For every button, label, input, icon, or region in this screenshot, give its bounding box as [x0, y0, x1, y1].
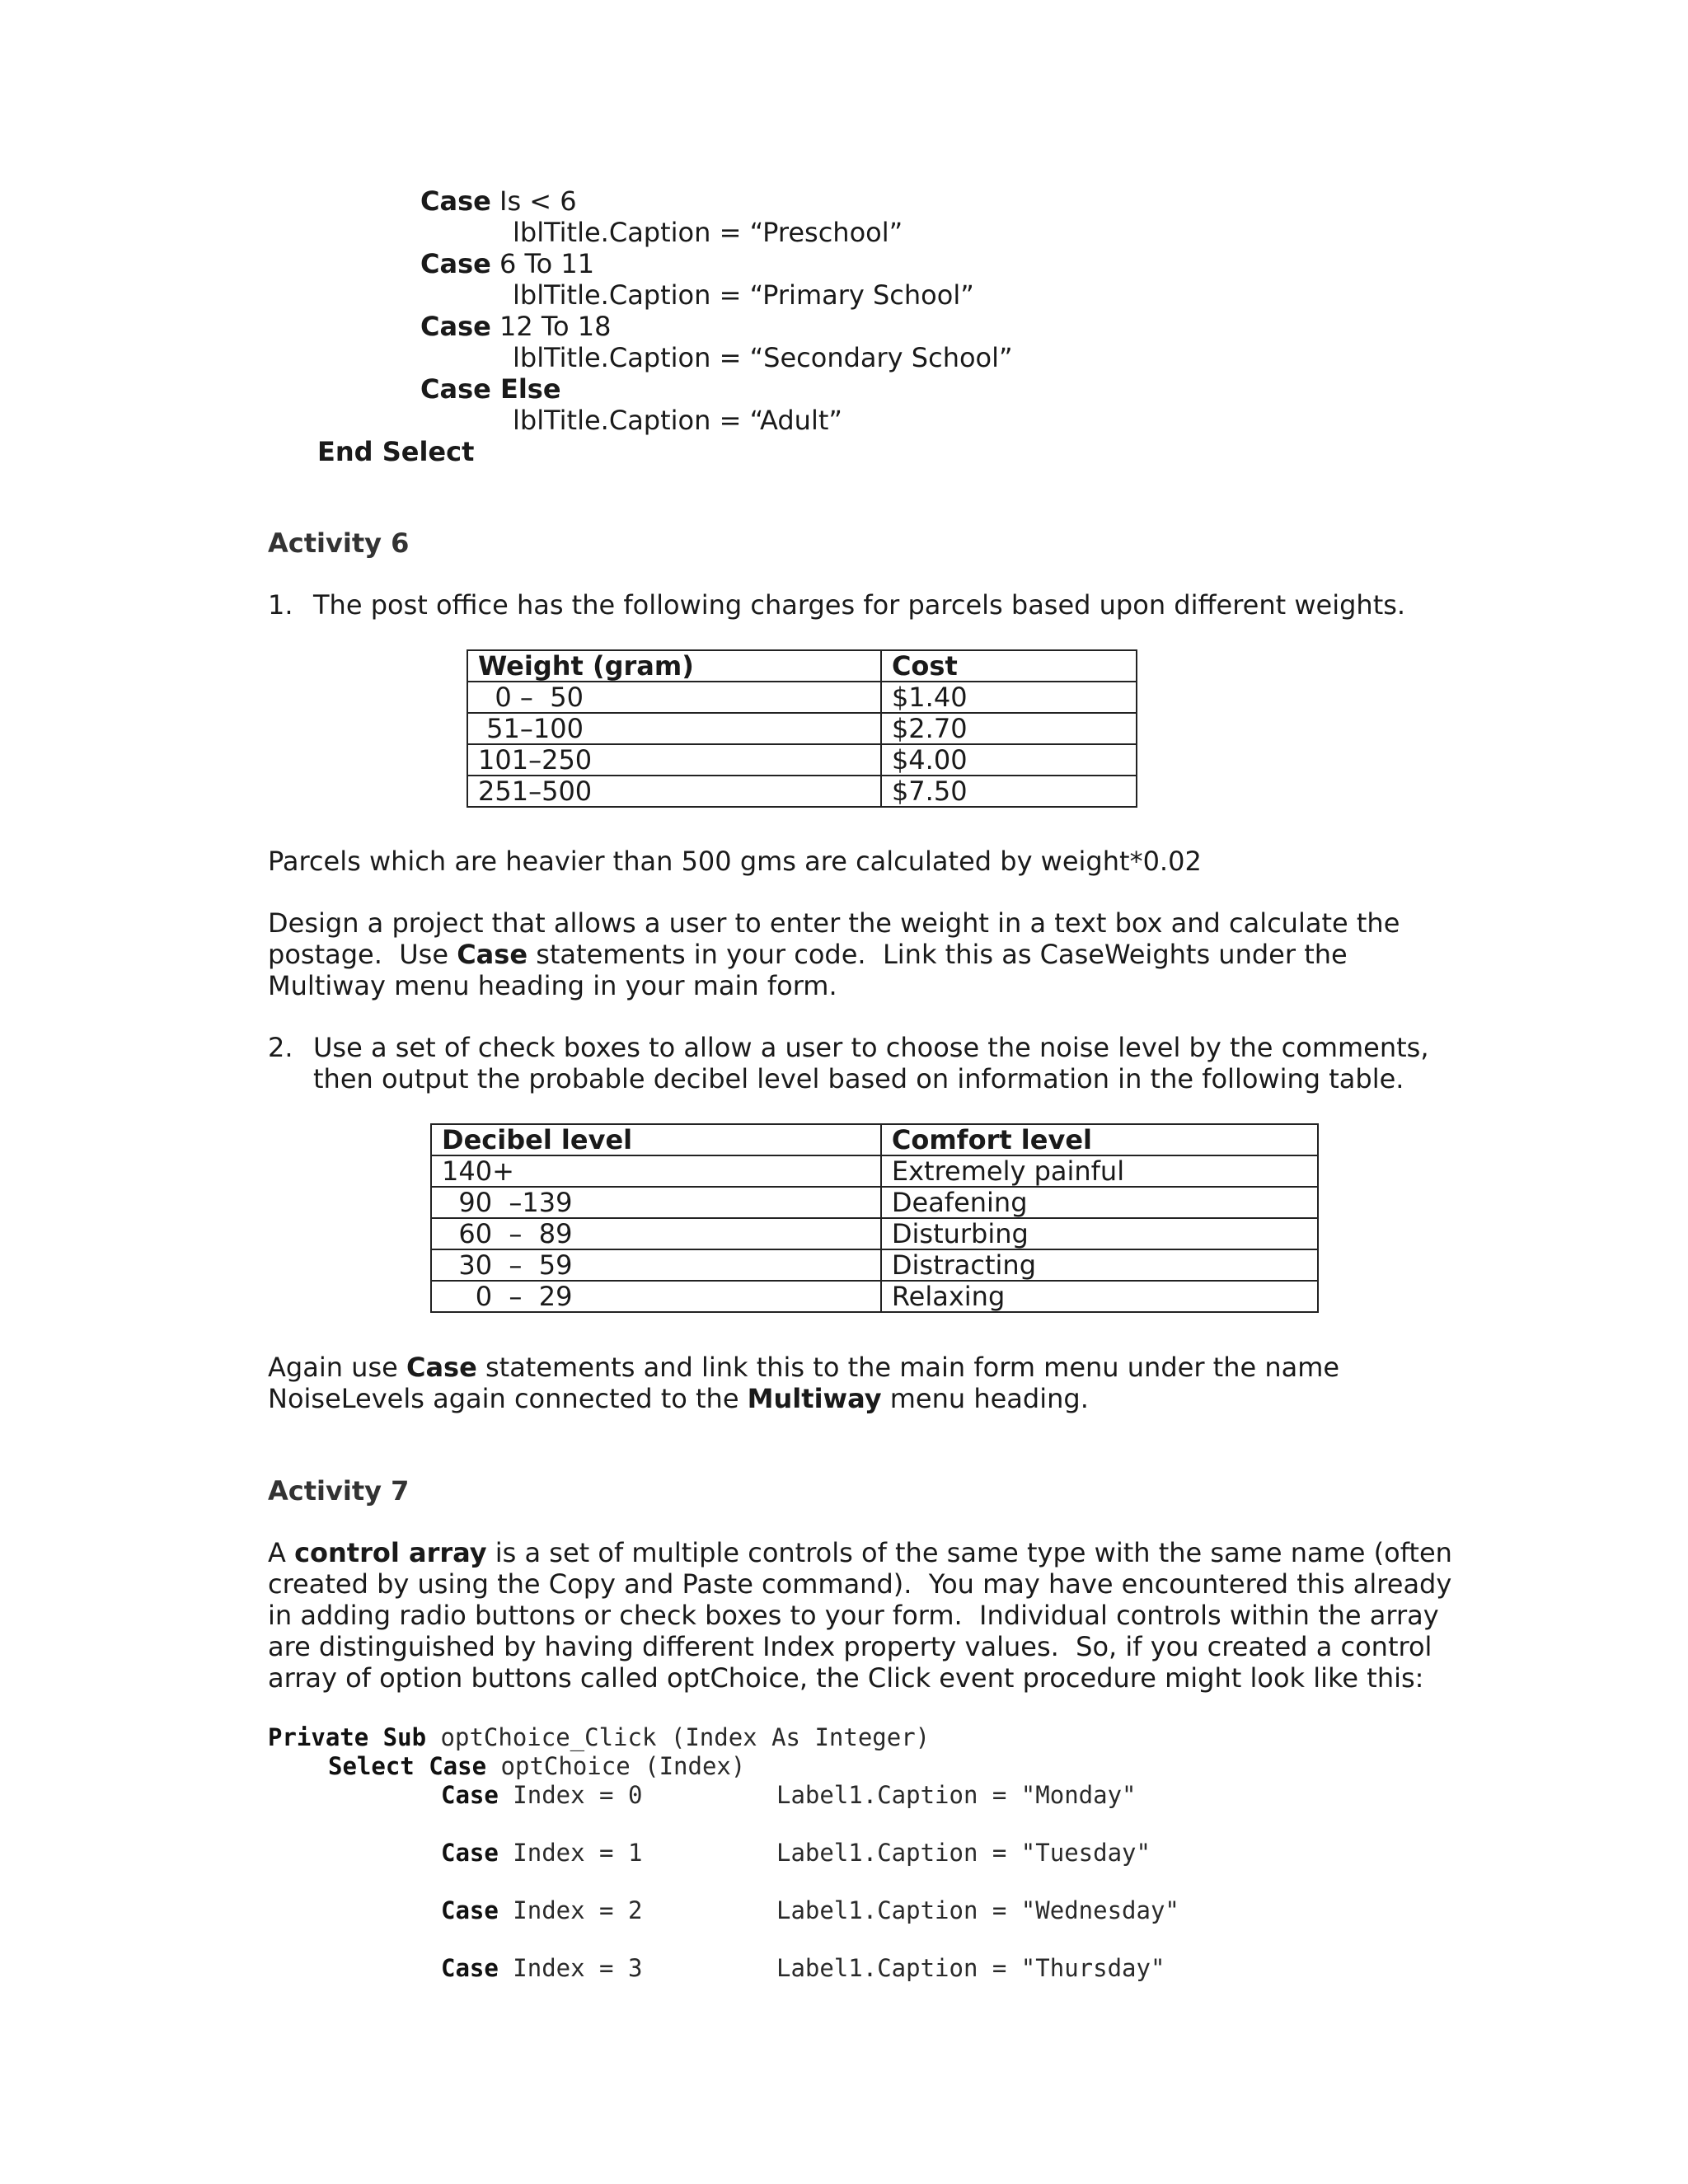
paragraph-again-line-2: NoiseLevels again connected to the Multiway menu heading.	[268, 1383, 1089, 1414]
table-cell: 251–500	[467, 776, 881, 807]
table-cell: 0 – 29	[431, 1281, 881, 1312]
paragraph-control-array-line-4: are distinguished by having different Index property values. So, if you created a control	[268, 1631, 1432, 1662]
table-row	[431, 1187, 1318, 1218]
table-cell: $4.00	[881, 744, 1137, 776]
table-header-row	[467, 650, 1137, 682]
table-header-cell: Decibel level	[431, 1124, 881, 1155]
code-case-condition: Case Index = 2	[441, 1896, 643, 1924]
table-cell: 140+	[431, 1155, 881, 1187]
table-cell: Relaxing	[881, 1281, 1318, 1312]
code-case-condition: Case Index = 3	[441, 1954, 643, 1982]
weight-cost-table	[467, 649, 1137, 808]
table-row	[467, 682, 1137, 713]
table-cell: 0 – 50	[467, 682, 881, 713]
paragraph-design-line-3: Multiway menu heading in your main form.	[268, 970, 837, 1001]
paragraph-design-line-1: Design a project that allows a user to enter the weight in a text box and calculate the	[268, 907, 1400, 939]
table-cell: Extremely painful	[881, 1155, 1318, 1187]
table-cell: Disturbing	[881, 1218, 1318, 1249]
table-cell: Distracting	[881, 1249, 1318, 1281]
paragraph-heavier-parcels: Parcels which are heavier than 500 gms are calculated by weight*0.02	[268, 846, 1202, 877]
paragraph-again-line-1: Again use Case statements and link this to the main form menu under the name	[268, 1352, 1340, 1383]
item-2-line-2: then output the probable decibel level based on information in the following table.	[313, 1063, 1404, 1094]
code-case-condition: Case Index = 0	[441, 1781, 643, 1809]
table-row	[467, 776, 1137, 807]
code-line-caption-3: lblTitle.Caption = “Secondary School”	[513, 342, 1013, 373]
table-row	[431, 1281, 1318, 1312]
code-line-caption-1: lblTitle.Caption = “Preschool”	[513, 217, 903, 248]
code-line-caption-4: lblTitle.Caption = “Adult”	[513, 405, 842, 436]
code-line-case-2: Case 6 To 11	[420, 248, 595, 279]
table-cell: $1.40	[881, 682, 1137, 713]
activity-7-heading: Activity 7	[268, 1475, 410, 1507]
table-cell: $2.70	[881, 713, 1137, 744]
table-header-cell: Comfort level	[881, 1124, 1318, 1155]
code-case-action: Label1.Caption = "Thursday"	[776, 1954, 1165, 1982]
table-header-cell: Weight (gram)	[467, 650, 881, 682]
activity-6-heading: Activity 6	[268, 527, 410, 559]
code-line-end-select: End Select	[317, 436, 475, 467]
paragraph-control-array-line-5: array of option buttons called optChoice, the Click event procedure might look like this:	[268, 1662, 1424, 1694]
table-row	[431, 1218, 1318, 1249]
table-row	[431, 1155, 1318, 1187]
code-line-case-1: Case Is < 6	[420, 185, 577, 217]
table-row	[467, 744, 1137, 776]
code-line-caption-2: lblTitle.Caption = “Primary School”	[513, 279, 974, 311]
paragraph-design-line-2: postage. Use Case statements in your code. Link this as CaseWeights under the	[268, 939, 1348, 970]
code-case-action: Label1.Caption = "Wednesday"	[776, 1896, 1179, 1924]
table-header-row	[431, 1124, 1318, 1155]
code-line-case-else: Case Else	[420, 373, 561, 405]
paragraph-control-array-line-3: in adding radio buttons or check boxes to your form. Individual controls within the array	[268, 1600, 1439, 1631]
item-1-number: 1.	[268, 589, 293, 621]
decibel-comfort-table	[430, 1123, 1319, 1313]
table-cell: 30 – 59	[431, 1249, 881, 1281]
code-case-action: Label1.Caption = "Monday"	[776, 1781, 1137, 1809]
code-case-condition: Case Index = 1	[441, 1839, 643, 1867]
table-cell: Deafening	[881, 1187, 1318, 1218]
code-line-case-3: Case 12 To 18	[420, 311, 612, 342]
table-cell: 101–250	[467, 744, 881, 776]
code-case-action: Label1.Caption = "Tuesday"	[776, 1839, 1151, 1867]
item-2-line-1: Use a set of check boxes to allow a user to choose the noise level by the comments,	[313, 1032, 1429, 1063]
paragraph-control-array-line-1: A control array is a set of multiple controls of the same type with the same name (often	[268, 1537, 1452, 1568]
table-row	[431, 1249, 1318, 1281]
table-cell: $7.50	[881, 776, 1137, 807]
table-row	[467, 713, 1137, 744]
code-select-case: Select Case optChoice (Index)	[328, 1752, 746, 1780]
item-2-number: 2.	[268, 1032, 293, 1063]
item-1-text: The post office has the following charges for parcels based upon different weights.	[313, 589, 1406, 621]
table-cell: 90 –139	[431, 1187, 881, 1218]
table-cell: 51–100	[467, 713, 881, 744]
code-private-sub: Private Sub optChoice_Click (Index As Integer)	[268, 1723, 931, 1751]
table-header-cell: Cost	[881, 650, 1137, 682]
table-cell: 60 – 89	[431, 1218, 881, 1249]
paragraph-control-array-line-2: created by using the Copy and Paste command). You may have encountered this already	[268, 1568, 1452, 1600]
